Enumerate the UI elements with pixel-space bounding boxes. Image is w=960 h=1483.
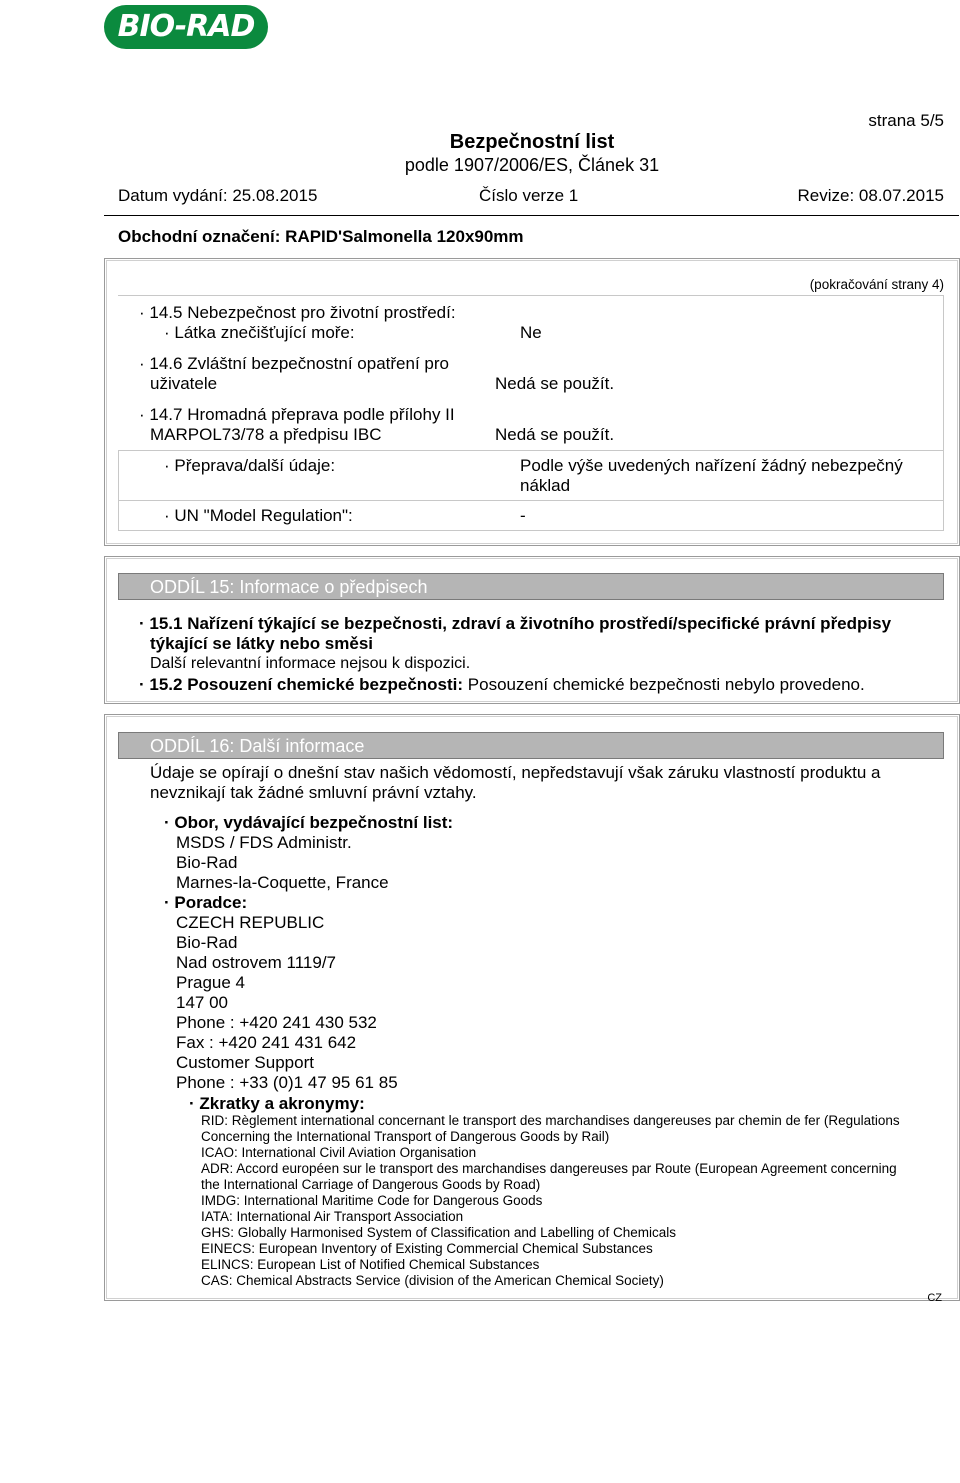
advisor-line: Nad ostrovem 1119/7	[176, 953, 337, 972]
continued-note: (pokračování strany 4)	[809, 277, 944, 292]
language-code: CZ	[927, 1292, 942, 1304]
s15-1-label: · 15.1 Nařízení týkající se bezpečnosti, zdraví a životního prostředí/specifické právní předpisy	[139, 614, 892, 633]
advisor-line: Customer Support	[176, 1053, 314, 1072]
issuer-line: Marnes-la-Coquette, France	[176, 873, 389, 892]
abbreviation-line: Concerning the International Transport of Dangerous Goods by Rail)	[201, 1129, 610, 1144]
abbreviation-line: ELINCS: European List of Notified Chemical Substances	[201, 1257, 540, 1272]
table-border-left	[118, 450, 119, 531]
trade-name: Obchodní označení: RAPID'Salmonella 120x90mm	[118, 227, 524, 246]
transport-label: · Přeprava/další údaje:	[164, 456, 336, 475]
abbreviation-line: ADR: Accord européen sur le transport des marchandises dangereuses par Route (European Agreement concerning	[201, 1161, 897, 1176]
abbreviation-line: IATA: International Air Transport Association	[201, 1209, 464, 1224]
s14-7-value: Nedá se použít.	[495, 425, 615, 444]
marine-pollutant-label: · Látka znečišťující moře:	[164, 323, 355, 342]
un-model-regulation-value: -	[520, 506, 526, 525]
abbreviation-line: ICAO: International Civil Aviation Organisation	[201, 1145, 477, 1160]
abbreviations-label: · Zkratky a akronymy:	[189, 1094, 365, 1113]
advisor-line: CZECH REPUBLIC	[176, 913, 325, 932]
s14-6-label-cont: uživatele	[150, 374, 218, 393]
version-number: Číslo verze 1	[479, 186, 579, 205]
section-14-box	[104, 258, 960, 546]
document-title: Bezpečnostní list	[449, 131, 615, 153]
abbreviation-line: GHS: Globally Harmonised System of Classification and Labelling of Chemicals	[201, 1225, 676, 1240]
abbreviation-line: CAS: Chemical Abstracts Service (division of the American Chemical Society)	[201, 1273, 664, 1288]
table-row-divider	[118, 450, 944, 451]
advisor-line: 147 00	[176, 993, 228, 1012]
transport-value: Podle výše uvedených nařízení žádný nebezpečný	[520, 456, 903, 475]
section-16-heading: ODDÍL 16: Další informace	[118, 732, 944, 759]
issue-date: Datum vydání: 25.08.2015	[118, 186, 318, 205]
disclaimer-text-cont: nevznikají tak žádné smluvní právní vztahy.	[150, 783, 477, 802]
s15-2-row	[139, 675, 865, 695]
abbreviation-line: RID: Règlement international concernant le transport des marchandises dangereuses par chemin de fer (Regulations	[201, 1113, 900, 1128]
marine-pollutant-value: Ne	[520, 323, 542, 342]
advisor-line: Phone : +420 241 430 532	[176, 1013, 377, 1032]
s15-1-text: Další relevantní informace nejsou k dispozici.	[150, 655, 471, 672]
table-border-right	[943, 295, 944, 531]
transport-value-cont: náklad	[520, 476, 571, 495]
abbreviation-line: EINECS: European Inventory of Existing Commercial Chemical Substances	[201, 1241, 653, 1256]
document-subtitle: podle 1907/2006/ES, Článek 31	[404, 155, 660, 175]
advisor-line: Bio-Rad	[176, 933, 238, 952]
s14-5-label: · 14.5 Nebezpečnost pro životní prostředí:	[139, 303, 456, 322]
advisor-line: Prague 4	[176, 973, 245, 992]
s14-6-value: Nedá se použít.	[495, 374, 615, 393]
s14-7-label: · 14.7 Hromadná přeprava podle přílohy II	[139, 405, 455, 424]
advisor-line: Fax : +420 241 431 642	[176, 1033, 357, 1052]
advisor-line: Phone : +33 (0)1 47 95 61 85	[176, 1073, 398, 1092]
issuer-line: Bio-Rad	[176, 853, 238, 872]
un-model-regulation-label: · UN "Model Regulation":	[164, 506, 353, 525]
s14-6-label: · 14.6 Zvláštní bezpečnostní opatření pro	[139, 354, 449, 373]
s14-7-label-cont: MARPOL73/78 a předpisu IBC	[150, 425, 382, 444]
page-number: strana 5/5	[868, 111, 944, 130]
s15-1-label-cont: týkající se látky nebo směsi	[150, 634, 374, 653]
bio-rad-logo: BIO-RAD	[104, 5, 268, 49]
table-border-top	[118, 295, 944, 296]
abbreviation-line: IMDG: International Maritime Code for Dangerous Goods	[201, 1193, 543, 1208]
advisor-label: · Poradce:	[164, 893, 248, 912]
issuer-label: · Obor, vydávající bezpečnostní list:	[164, 813, 454, 832]
s15-2-label: · 15.2 Posouzení chemické bezpečnosti:	[139, 675, 464, 694]
header-divider	[104, 215, 959, 216]
section-15-heading: ODDÍL 15: Informace o předpisech	[118, 573, 944, 600]
s15-2-text: Posouzení chemické bezpečnosti nebylo provedeno.	[467, 675, 865, 694]
disclaimer-text: Údaje se opírají o dnešní stav našich vědomostí, nepředstavují však záruku vlastností produktu a	[150, 763, 881, 782]
issuer-line: MSDS / FDS Administr.	[176, 833, 352, 852]
table-row-divider	[118, 500, 944, 501]
table-border-bottom	[118, 530, 944, 531]
revision-date: Revize: 08.07.2015	[797, 186, 944, 205]
abbreviation-line: the International Carriage of Dangerous Goods by Road)	[201, 1177, 541, 1192]
